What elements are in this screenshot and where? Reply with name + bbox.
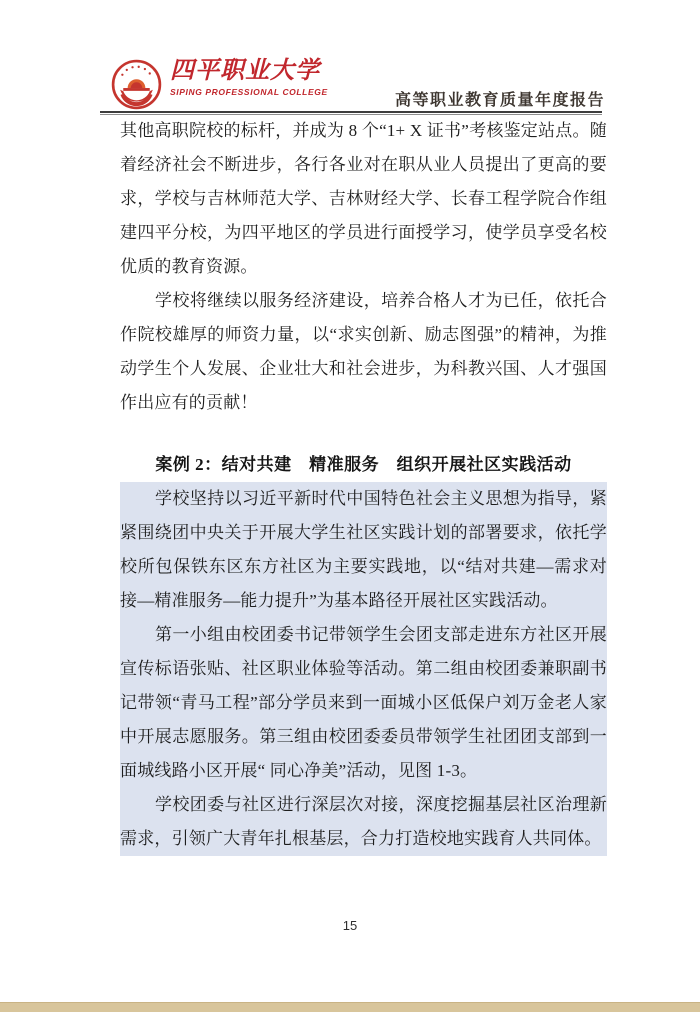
footer-strip (0, 1002, 700, 1012)
report-title: 高等职业教育质量年度报告 (394, 92, 605, 109)
highlight-paragraph-2: 第一小组由校团委书记带领学生会团支部走进东方社区开展宣传标语张贴、社区职业体验等活动。第二组由校团委兼职副书记带领“青马工程”部分学员来到一面城小区低保户刘万金老人家中开展志愿服务。第三组由校团委委员带领学生社团团支部到一面城线路小区开展“ 同心净美”活动，见图 1-3。 (120, 625, 607, 780)
case-heading: 案例 2：结对共建 精准服务 组织开展社区实践活动 (155, 455, 572, 474)
highlight-paragraph-1: 学校坚持以习近平新时代中国特色社会主义思想为指导，紧紧围绕团中央关于开展大学生社区实践计划的部署要求，依托学校所包保铁东区东方社区为主要实践地，以“结对共建—需求对接—精准服务—能力提升”为基本路径开展社区实践活动。 (120, 489, 607, 610)
page-header (110, 56, 605, 112)
school-name-english: SIPING PROFESSIONAL COLLEGE (170, 87, 328, 97)
body-paragraph-1: 其他高职院校的标杆，并成为 8 个“1+ X 证书”考核鉴定站点。随着经济社会不断进步，各行各业对在职从业人员提出了更高的要求，学校与吉林师范大学、吉林财经大学、长春工程学院合作组建四平分校，为四平地区的学员进行面授学习，使学员享受名校优质的教育资源。 (120, 121, 607, 276)
school-seal-icon (110, 58, 163, 111)
highlighted-section (120, 482, 607, 856)
body-paragraph-2: 学校将继续以服务经济建设，培养合格人才为已任，依托合作院校雄厚的师资力量，以“求实创新、励志图强”的精神，为推动学生个人发展、企业壮大和社会进步，为科教兴国、人才强国作出应有的贡献！ (120, 291, 607, 412)
page-number: 15 (342, 918, 358, 933)
document-content (120, 114, 607, 856)
school-brand (170, 56, 328, 98)
school-name-chinese: 四平职业大学 (170, 58, 320, 84)
highlight-paragraph-3: 学校团委与社区进行深层次对接，深度挖掘基层社区治理新需求，引领广大青年扎根基层，合力打造校地实践育人共同体。 (120, 795, 607, 848)
school-logo (110, 58, 163, 111)
